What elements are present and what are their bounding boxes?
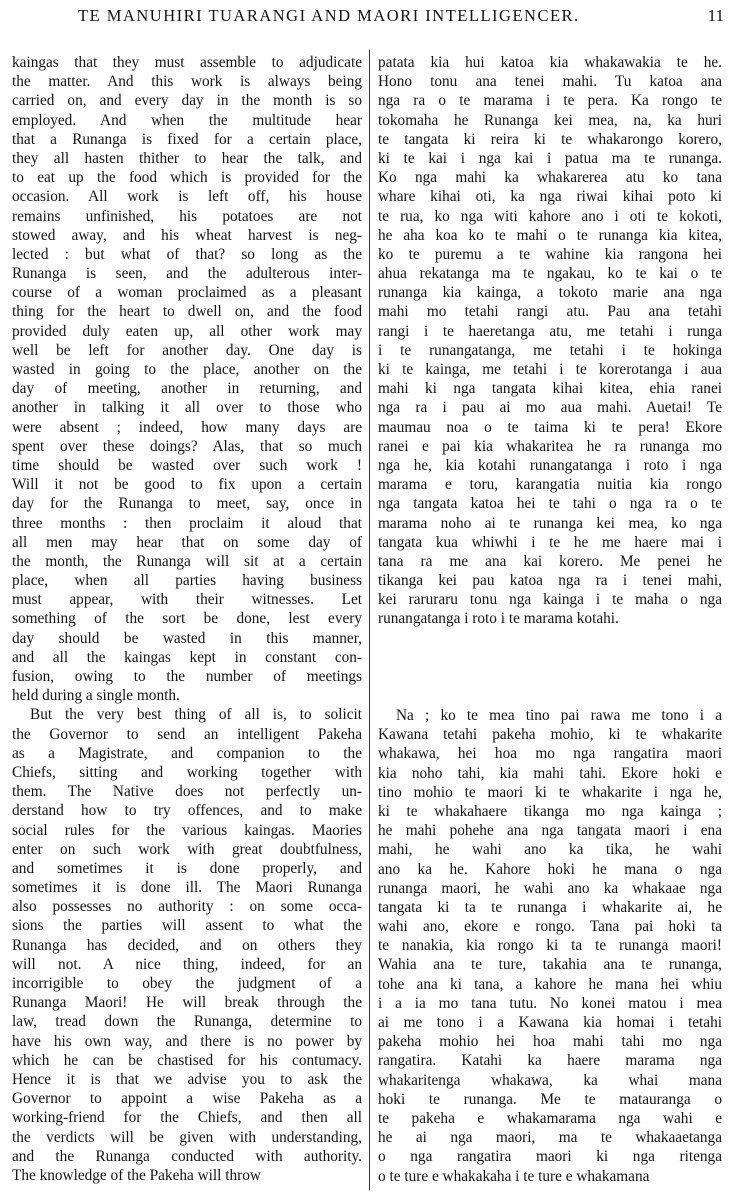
text-line: te nanakia, kia rongo ki ta te runanga maori!	[378, 937, 722, 955]
text-line: runanga maori, he wahi ano ka whakaae nga	[378, 879, 722, 897]
text-line: held during a single month.	[12, 687, 180, 705]
text-line: nga he, kia kotahi runangatanga i roto i nga	[378, 456, 722, 474]
text-line: social rules for the various kaingas. Maories	[12, 821, 362, 839]
text-line: the verdicts will be given with understanding,	[12, 1128, 362, 1146]
text-line: they all hasten thither to hear the talk, and	[12, 149, 362, 167]
text-line: working-friend for the Chiefs, and then all	[12, 1109, 362, 1127]
text-line: have his own way, and there is no power by	[12, 1032, 362, 1050]
text-line: ko te puremu a te wahine kia rangona hei	[378, 245, 722, 263]
text-line: and all the kaingas kept in constant con-	[12, 648, 362, 666]
text-line: them. The Native does not perfectly un-	[12, 783, 362, 801]
text-line: Will it not be good to fix upon a certain	[12, 476, 362, 494]
text-line: ahua rekatanga ma te ngakau, ko te kai o te	[378, 265, 722, 283]
text-line: day for the Runanga to meet, say, once in	[12, 495, 362, 513]
text-line: maumau noa o te taima ki te pera! Ekore	[378, 418, 722, 436]
text-line: te tangata ki reira ki te whakarongo korero,	[378, 130, 722, 148]
text-line: Runanga has decided, and on others they	[12, 936, 362, 954]
text-line: ki te whakahaere tikanga mo nga kainga ;	[378, 802, 722, 820]
text-line: nga ra i pau ai mo aua mahi. Auetai! Te	[378, 399, 722, 417]
page-title: TE MANUHIRI TUARANGI AND MAORI INTELLIGENCER.	[78, 6, 580, 25]
text-line: day should be wasted in this manner,	[12, 629, 362, 647]
text-line: sions the parties will assent to what the	[12, 917, 362, 935]
text-line: whakaritenga whakawa, ka whai mana	[378, 1071, 722, 1089]
page-number: 11	[707, 6, 724, 25]
text-line: enter on such work with great doubtfulness,	[12, 840, 362, 858]
text-line: But the very best thing of all is, to solicit	[30, 706, 362, 724]
text-line: mahi mo tetahi rangi atu. Pau ana tetahi	[378, 303, 722, 321]
text-line: mahi ki nga tangata kihai kitea, ehia ranei	[378, 380, 722, 398]
text-line: ranei e pai kia whakaritea he ra runanga mo	[378, 437, 722, 455]
text-line: runanga kia kainga, a tokoto marie ana nga	[378, 284, 722, 302]
text-line: whakawa, hei hoa mo nga rangatira maori	[378, 745, 722, 763]
text-line: wasted in going to the place, another on the	[12, 361, 362, 378]
text-line: that a Runanga is fixed for a certain place,	[12, 130, 362, 148]
text-line: were absent ; indeed, how many days are	[12, 418, 362, 436]
text-line: must appear, with their witnesses. Let	[12, 591, 362, 609]
text-line: Wahia ana te ture, takahia ana te runanga,	[378, 956, 722, 974]
text-line: fusion, owing to the number of meetings	[12, 668, 362, 685]
text-line: nga tangata katoa hei te tahi o nga ra o te	[378, 495, 722, 513]
text-line: tangata kua whiwhi i te he me haere mai i	[378, 533, 722, 551]
text-line: Ko nga mahi ka whakarerea atu ko tana	[378, 169, 722, 187]
text-line: pakeha mohio hei hoa mahi tahi mo nga	[378, 1033, 722, 1051]
text-line: Hence it is that we advise you to ask the	[12, 1070, 362, 1088]
column-divider	[369, 50, 370, 1190]
text-line: Kawana tetahi pakeha mohio, ki te whakarite	[378, 726, 722, 744]
text-line: sometimes it is done ill. The Maori Runanga	[12, 879, 362, 897]
text-line: another in talking it all over to those who	[12, 399, 362, 417]
text-line: o te ture e whakakaha i te ture e whakamana	[378, 1167, 650, 1185]
text-line: whare kihai oti, ka nga riwai kihai poto ki	[378, 188, 722, 206]
text-line: mahi, he wahi ano ka tika, he wahi	[378, 841, 722, 859]
text-line: carried on, and every day in the month is so	[12, 92, 362, 110]
text-line: to eat up the food which is provided for the	[12, 169, 362, 187]
text-line: occasion. All work is left off, his house	[12, 188, 362, 206]
text-line: and sometimes it is done properly, and	[12, 859, 362, 877]
text-line: i a ia mo tana tutu. No konei matou i mea	[378, 994, 722, 1012]
text-line: the matter. And this work is always being	[12, 73, 362, 91]
text-line: Runanga is seen, and the adulterous inter-	[12, 265, 362, 283]
text-line: ano ka he. Kahore hoki he mana o nga	[378, 860, 722, 878]
text-line: Governor to appoint a wise Pakeha as a	[12, 1090, 362, 1108]
text-line: kei raruraru tonu nga kainga i te maha o nga	[378, 591, 722, 609]
text-line: he mahi pohehe ana nga tangata maori i ena	[378, 822, 722, 840]
text-line: tana ra me ana kai korero. Me penei he	[378, 552, 722, 570]
text-line: kaingas that they must assemble to adjudicate	[12, 54, 362, 71]
text-line: o nga rangatira maori ki nga ritenga	[378, 1148, 722, 1166]
text-line: also possesses no authority : on some occa-	[12, 898, 362, 916]
text-line: law, tread down the Runanga, determine to	[12, 1013, 362, 1031]
text-line: time should be wasted over such work !	[12, 456, 362, 474]
text-line: will not. A nice thing, indeed, for an	[12, 955, 362, 973]
text-line: the Governor to send an intelligent Pakeha	[12, 725, 362, 743]
maori-column-bottom	[378, 706, 722, 1186]
text-line: and the Runanga conducted with authority.	[12, 1147, 362, 1165]
text-line: thing for the heart to dwell on, and the food	[12, 303, 362, 321]
text-line: stowed away, and his wheat harvest is neg-	[12, 226, 362, 244]
text-line: course of a woman proclaimed as a pleasant	[12, 284, 362, 302]
text-line: place, when all parties having business	[12, 572, 362, 590]
text-line: three months : then proclaim it aloud that	[12, 514, 362, 532]
text-line: Na ; ko te mea tino pai rawa me tono i a	[396, 707, 722, 724]
text-line: ki te kainga, me tetahi i te korerotanga i aua	[378, 361, 722, 378]
text-line: nga ra o te marama i te pera. Ka rongo te	[378, 92, 722, 110]
text-line: ki te kai i nga kai i patua ma te runanga.	[378, 149, 722, 167]
text-line: wahi ano, ekore e rongo. Tana pai hoki ta	[378, 918, 722, 936]
text-line: tino mohio te maori ki te whakarite i nga he,	[378, 783, 722, 801]
text-line: Runanga Maori! He will break through the	[12, 994, 362, 1012]
text-line: incorrigible to obey the judgment of a	[12, 975, 362, 992]
text-line: which he can be chastised for his contumacy.	[12, 1051, 362, 1069]
text-line: well be left for another day. One day is	[12, 341, 362, 359]
text-line: he aha koa ko te mahi o te runanga kia kitea,	[378, 226, 722, 244]
text-line: day of meeting, another in returning, and	[12, 380, 362, 398]
text-line: tokomaha he Runanga kei mea, na, ka huri	[378, 111, 722, 129]
text-line: hoki te runanga. Me te matauranga o	[378, 1090, 722, 1108]
text-line: ai me tono i a Kawana kia homai i tetahi	[378, 1014, 722, 1031]
text-line: marama noho ai te runanga kei mea, ko nga	[378, 514, 722, 532]
text-line: something of the sort be done, lest every	[12, 610, 362, 628]
text-line: marama e toru, karangatia nuitia kia rongo	[378, 476, 722, 494]
page-header	[0, 6, 740, 36]
text-line: i te runangatanga, me tetahi i te hokinga	[378, 341, 722, 359]
text-line: The knowledge of the Pakeha will throw	[12, 1166, 261, 1184]
text-line: patata kia hui katoa kia whakawakia te he.	[378, 54, 722, 71]
text-line: as a Magistrate, and companion to the	[12, 744, 362, 762]
text-line: tohe ana ki tana, a kahore he mana hei whiu	[378, 975, 722, 993]
text-line: spent over these doings? Alas, that so much	[12, 437, 362, 455]
text-line: te rua, ko nga witi kahore ano i oti te kokoti,	[378, 207, 722, 225]
maori-column-top	[378, 53, 722, 629]
english-column	[12, 53, 362, 1185]
text-line: provided duly eaten up, all other work may	[12, 322, 362, 340]
text-line: rangatira. Katahi ka haere marama nga	[378, 1052, 722, 1070]
text-line: kia noho tahi, kia mahi tahi. Ekore hoki e	[378, 764, 722, 782]
text-line: the month, the Runanga will sit at a certain	[12, 552, 362, 570]
text-line: tangata ki ta te runanga i whakarite ai, he	[378, 898, 722, 916]
text-line: runangatanga i roto i te marama kotahi.	[378, 610, 619, 628]
text-line: rangi i te haeretanga atu, me tetahi i runga	[378, 322, 722, 340]
text-line: he ai nga maori, ma te whakaaetanga	[378, 1129, 722, 1147]
text-line: employed. And when the multitude hear	[12, 111, 362, 129]
text-line: remains unfinished, his potatoes are not	[12, 207, 362, 225]
text-line: tikanga kei pau katoa nga ra i tenei mahi,	[378, 572, 722, 590]
text-line: Chiefs, sitting and working together with	[12, 763, 362, 781]
text-line: all men may hear that on some day of	[12, 533, 362, 551]
text-line: Hono tonu ana tenei mahi. Tu katoa ana	[378, 73, 722, 91]
text-line: te pakeha e whakamarama nga wahi e	[378, 1109, 722, 1127]
text-line: lected : but what of that? so long as the	[12, 245, 362, 263]
text-line: derstand how to try offences, and to make	[12, 802, 362, 820]
